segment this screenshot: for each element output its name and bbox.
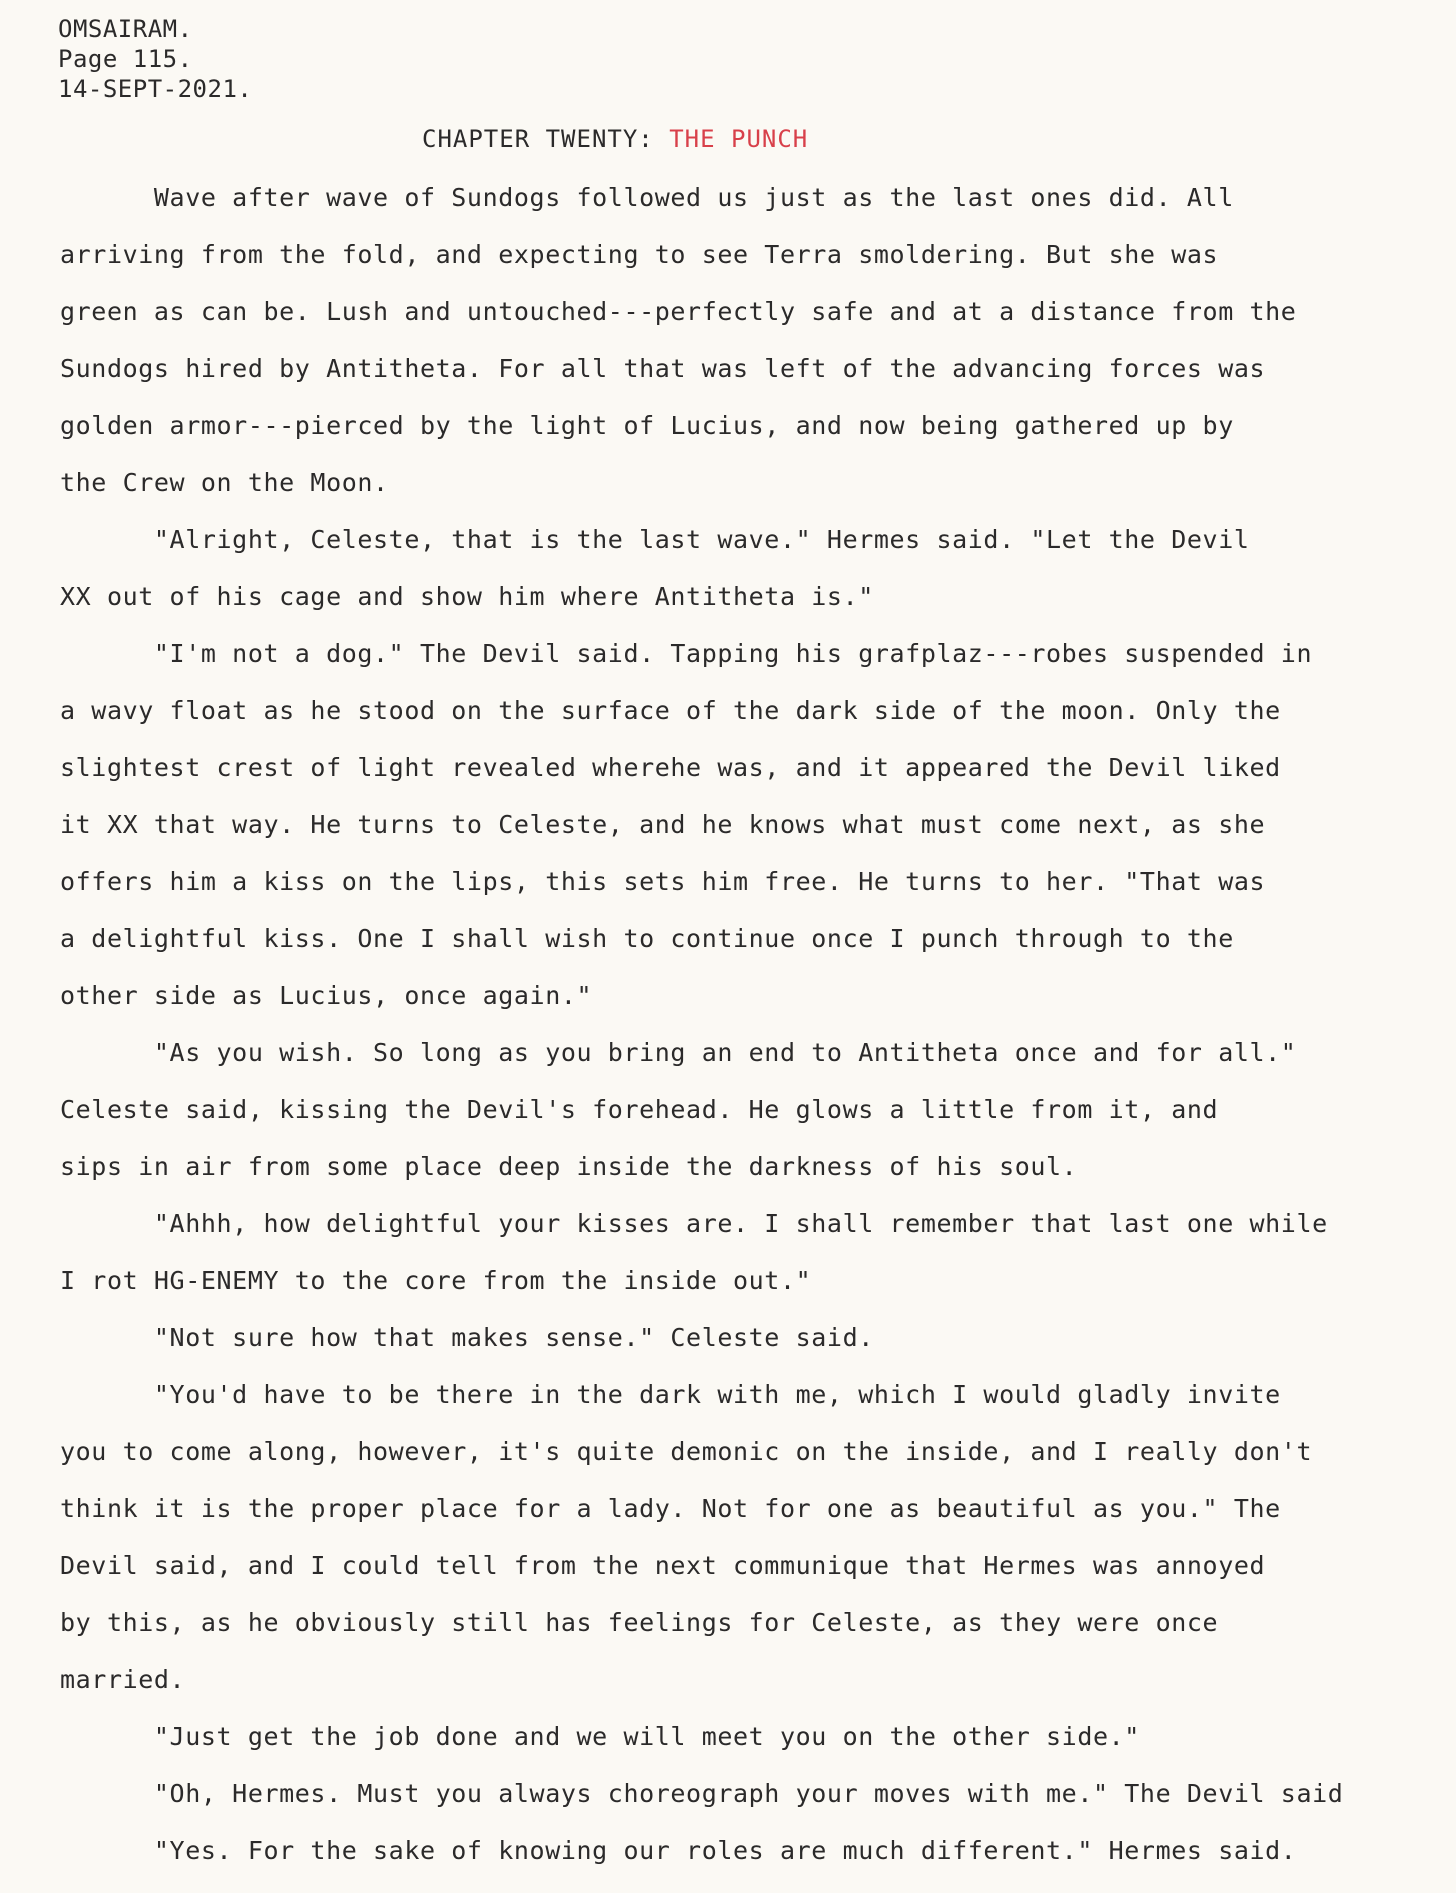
text-line: "You'd have to be there in the dark with me, which I would gladly invite <box>60 1380 1281 1409</box>
text-line: Celeste said, kissing the Devil's forehead. He glows a little from it, and <box>60 1095 1219 1124</box>
text-line: I rot HG-ENEMY to the core from the inside out." <box>60 1266 812 1295</box>
text-line: Wave after wave of Sundogs followed us just as the last ones did. All <box>60 183 1234 212</box>
text-line: a wavy float as he stood on the surface of the dark side of the moon. Only the <box>60 696 1281 725</box>
text-line: the Crew on the Moon. <box>60 468 389 497</box>
chapter-title: THE PUNCH <box>669 125 809 153</box>
header-line-1: OMSAIRAM. <box>58 15 193 43</box>
text-line: sips in air from some place deep inside the darkness of his soul. <box>60 1152 1078 1181</box>
header-page-number: Page 115. <box>58 45 193 73</box>
text-line: a delightful kiss. One I shall wish to continue once I punch through to the <box>60 924 1234 953</box>
text-line: think it is the proper place for a lady. Not for one as beautiful as you." The <box>60 1494 1281 1523</box>
page-header <box>58 14 252 104</box>
text-line: "Oh, Hermes. Must you always choreograph your moves with me." The Devil said <box>60 1779 1344 1808</box>
chapter-heading <box>422 124 808 154</box>
text-line: "Ahhh, how delightful your kisses are. I shall remember that last one while <box>60 1209 1328 1238</box>
text-line: you to come along, however, it's quite demonic on the inside, and I really don't <box>60 1437 1313 1466</box>
text-line: by this, as he obviously still has feelings for Celeste, as they were once <box>60 1608 1219 1637</box>
text-line: offers him a kiss on the lips, this sets him free. He turns to her. "That was <box>60 867 1266 896</box>
text-line: "Alright, Celeste, that is the last wave." Hermes said. "Let the Devil <box>60 525 1250 554</box>
manuscript-body <box>60 183 1440 1893</box>
chapter-label: CHAPTER TWENTY: <box>422 125 654 153</box>
header-date: 14-SEPT-2021. <box>58 75 253 103</box>
text-line: "Yes. For the sake of knowing our roles are much different." Hermes said. <box>60 1836 1297 1865</box>
text-line: other side as Lucius, once again." <box>60 981 593 1010</box>
text-line: married. <box>60 1665 186 1694</box>
text-line: "Not sure how that makes sense." Celeste said. <box>60 1323 874 1352</box>
text-line: Devil said, and I could tell from the next communique that Hermes was annoyed <box>60 1551 1266 1580</box>
text-line: "Just get the job done and we will meet you on the other side." <box>60 1722 1140 1751</box>
text-line: golden armor---pierced by the light of Lucius, and now being gathered up by <box>60 411 1234 440</box>
text-line: arriving from the fold, and expecting to see Terra smoldering. But she was <box>60 240 1219 269</box>
text-line: "As you wish. So long as you bring an end to Antitheta once and for all." <box>60 1038 1297 1067</box>
text-line: slightest crest of light revealed wherehe was, and it appeared the Devil liked <box>60 753 1281 782</box>
text-line: green as can be. Lush and untouched---perfectly safe and at a distance from the <box>60 297 1297 326</box>
text-line: it XX that way. He turns to Celeste, and he knows what must come next, as she <box>60 810 1266 839</box>
text-line: XX out of his cage and show him where Antitheta is." <box>60 582 874 611</box>
text-line: "I'm not a dog." The Devil said. Tapping his grafplaz---robes suspended in <box>60 639 1313 668</box>
text-line: Sundogs hired by Antitheta. For all that was left of the advancing forces was <box>60 354 1266 383</box>
